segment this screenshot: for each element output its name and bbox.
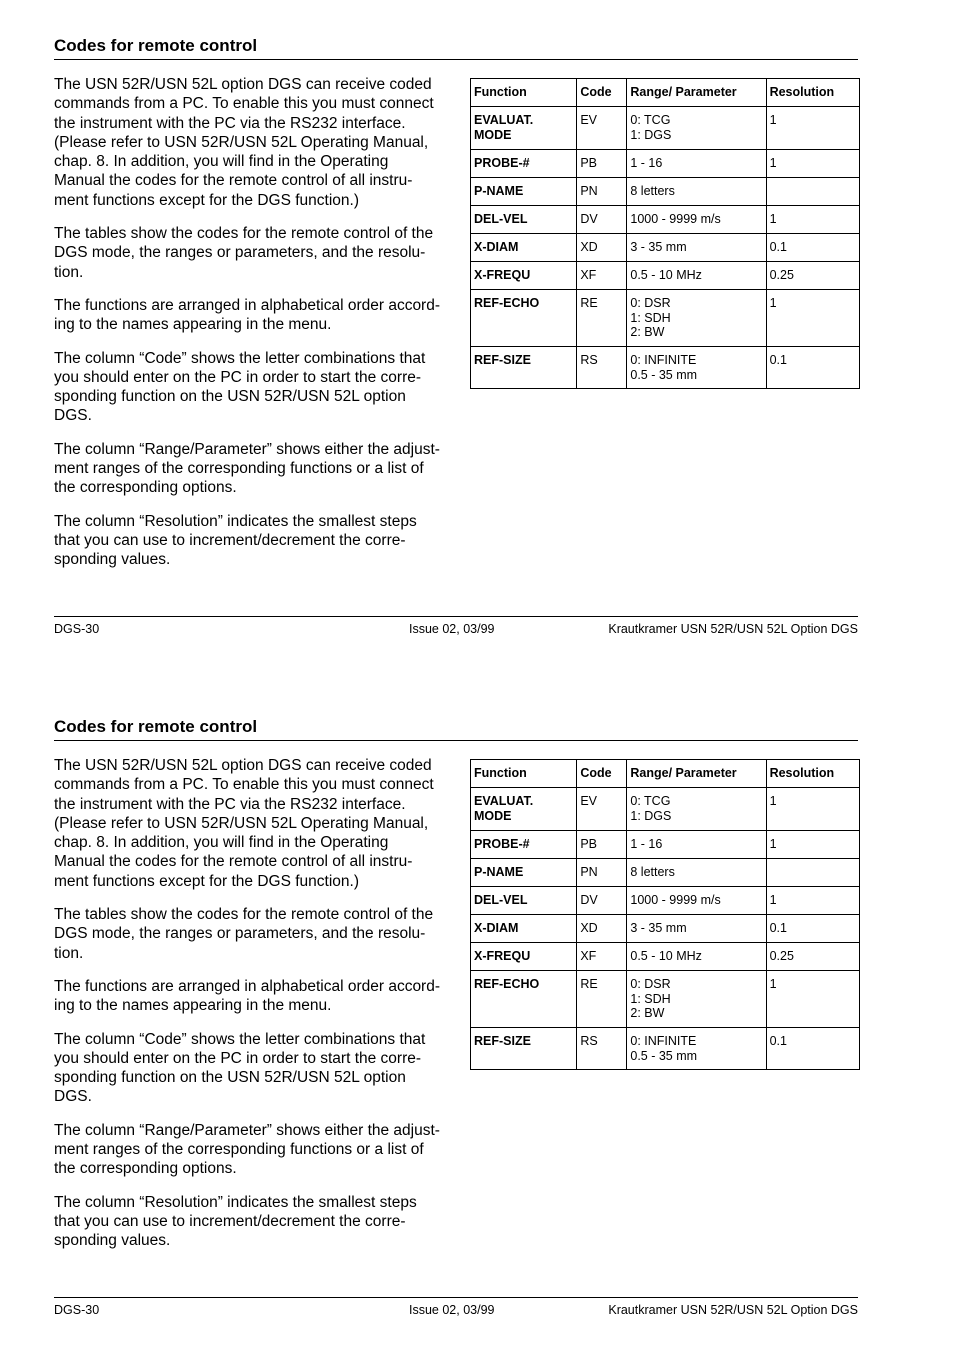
table-header-row — [471, 760, 860, 788]
remote-codes-table — [470, 759, 860, 1070]
section-heading: Codes for remote control — [54, 36, 258, 55]
range-cell: 8 letters — [627, 178, 766, 206]
table-header-row — [471, 79, 860, 107]
code-cell: EV — [577, 788, 627, 831]
code-cell: PB — [577, 150, 627, 178]
function-cell: DEL-VEL — [471, 887, 577, 915]
table-row — [471, 831, 860, 859]
code-cell: RS — [577, 1028, 627, 1070]
resolution-cell: 1 — [766, 788, 859, 831]
remote-codes-table — [470, 78, 860, 389]
range-cell: 1000 - 9999 m/s — [627, 887, 766, 915]
function-cell: REF-ECHO — [471, 290, 577, 347]
table-row — [471, 859, 860, 887]
resolution-cell: 0.25 — [766, 943, 859, 971]
range-cell: 3 - 35 mm — [627, 915, 766, 943]
paragraph: The column “Code” shows the letter combinations that you should enter on the PC in order to start the corre- sponding function on the USN 52R/USN 52L option DGS. — [54, 1030, 426, 1106]
code-cell: RS — [577, 347, 627, 389]
code-cell: PN — [577, 178, 627, 206]
code-cell: PB — [577, 831, 627, 859]
code-cell: DV — [577, 887, 627, 915]
table-row — [471, 178, 860, 206]
resolution-cell: 0.1 — [766, 234, 859, 262]
resolution-cell: 1 — [766, 971, 859, 1028]
function-cell: EVALUAT. MODE — [471, 107, 577, 150]
column-header-range: Range/ Parameter — [627, 79, 766, 107]
table-row — [471, 1028, 860, 1070]
table-row — [471, 150, 860, 178]
resolution-cell: 1 — [766, 831, 859, 859]
range-cell: 3 - 35 mm — [627, 234, 766, 262]
column-header-code: Code — [577, 760, 627, 788]
resolution-cell — [766, 859, 859, 887]
footer-divider — [54, 1297, 858, 1298]
column-header-resolution: Resolution — [766, 760, 859, 788]
paragraph: The column “Range/Parameter” shows either the adjust- ment ranges of the corresponding functions or a list of the corresponding options. — [54, 440, 440, 497]
code-cell: XD — [577, 234, 627, 262]
table-row — [471, 234, 860, 262]
paragraph: The column “Code” shows the letter combinations that you should enter on the PC in order to start the corre- sponding function on the USN 52R/USN 52L option DGS. — [54, 349, 426, 425]
paragraph: The column “Resolution” indicates the smallest steps that you can use to increment/decrement the corre- sponding values. — [54, 1193, 417, 1250]
table-row — [471, 206, 860, 234]
range-cell: 8 letters — [627, 859, 766, 887]
column-header-code: Code — [577, 79, 627, 107]
table-row — [471, 943, 860, 971]
function-cell: X-FREQU — [471, 943, 577, 971]
heading-divider — [54, 59, 858, 60]
intro-text — [54, 75, 446, 584]
resolution-cell: 0.1 — [766, 915, 859, 943]
range-cell: 0.5 - 10 MHz — [627, 943, 766, 971]
range-cell: 0: TCG 1: DGS — [627, 788, 766, 831]
paragraph: The functions are arranged in alphabetical order accord- ing to the names appearing in the menu. — [54, 977, 441, 1015]
paragraph: The column “Range/Parameter” shows either the adjust- ment ranges of the corresponding functions or a list of the corresponding options. — [54, 1121, 440, 1178]
footer-product: Krautkramer USN 52R/USN 52L Option DGS — [608, 1303, 858, 1317]
document-page-2 — [0, 681, 954, 1356]
table-row — [471, 347, 860, 389]
function-cell: EVALUAT. MODE — [471, 788, 577, 831]
function-cell: X-DIAM — [471, 234, 577, 262]
code-cell: RE — [577, 290, 627, 347]
footer-page-number: DGS-30 — [54, 1303, 100, 1317]
range-cell: 0: DSR 1: SDH 2: BW — [627, 971, 766, 1028]
function-cell: P-NAME — [471, 178, 577, 206]
range-cell: 0.5 - 10 MHz — [627, 262, 766, 290]
intro-text — [54, 756, 446, 1265]
function-cell: DEL-VEL — [471, 206, 577, 234]
table-row — [471, 915, 860, 943]
function-cell: X-FREQU — [471, 262, 577, 290]
paragraph: The tables show the codes for the remote control of the DGS mode, the ranges or parameters, and the resolu- tion. — [54, 906, 434, 962]
column-header-function: Function — [471, 760, 577, 788]
column-header-resolution: Resolution — [766, 79, 859, 107]
resolution-cell: 0.1 — [766, 1028, 859, 1070]
footer-product: Krautkramer USN 52R/USN 52L Option DGS — [608, 622, 858, 636]
paragraph: The functions are arranged in alphabetical order accord- ing to the names appearing in the menu. — [54, 296, 441, 334]
range-cell: 0: TCG 1: DGS — [627, 107, 766, 150]
code-cell: DV — [577, 206, 627, 234]
table-row — [471, 788, 860, 831]
function-cell: REF-SIZE — [471, 347, 577, 389]
function-cell: REF-SIZE — [471, 1028, 577, 1070]
range-cell: 1 - 16 — [627, 831, 766, 859]
footer-page-number: DGS-30 — [54, 622, 100, 636]
resolution-cell: 1 — [766, 206, 859, 234]
footer-issue: Issue 02, 03/99 — [409, 1303, 495, 1317]
footer-divider — [54, 616, 858, 617]
code-cell: RE — [577, 971, 627, 1028]
range-cell: 0: INFINITE 0.5 - 35 mm — [627, 347, 766, 389]
range-cell: 0: DSR 1: SDH 2: BW — [627, 290, 766, 347]
function-cell: PROBE-# — [471, 150, 577, 178]
paragraph: The USN 52R/USN 52L option DGS can receive coded commands from a PC. To enable this you must connect the instrument with the PC via the RS232 interface. (Please refer to USN 52R/USN 52L Operating Manual, chap. 8. In addition, you will find in the Operating Manual the codes for the remote control of all instru- ment functions except for the DGS function.) — [54, 757, 434, 890]
table-row — [471, 971, 860, 1028]
paragraph: The USN 52R/USN 52L option DGS can receive coded commands from a PC. To enable this you must connect the instrument with the PC via the RS232 interface. (Please refer to USN 52R/USN 52L Operating Manual, chap. 8. In addition, you will find in the Operating Manual the codes for the remote control of all instru- ment functions except for the DGS function.) — [54, 76, 434, 209]
range-cell: 1 - 16 — [627, 150, 766, 178]
function-cell: REF-ECHO — [471, 971, 577, 1028]
resolution-cell — [766, 178, 859, 206]
column-header-function: Function — [471, 79, 577, 107]
resolution-cell: 1 — [766, 107, 859, 150]
resolution-cell: 0.25 — [766, 262, 859, 290]
resolution-cell: 1 — [766, 150, 859, 178]
range-cell: 1000 - 9999 m/s — [627, 206, 766, 234]
resolution-cell: 1 — [766, 290, 859, 347]
resolution-cell: 1 — [766, 887, 859, 915]
code-cell: XF — [577, 943, 627, 971]
section-heading: Codes for remote control — [54, 717, 258, 736]
paragraph: The column “Resolution” indicates the smallest steps that you can use to increment/decrement the corre- sponding values. — [54, 512, 417, 569]
column-header-range: Range/ Parameter — [627, 760, 766, 788]
code-cell: XF — [577, 262, 627, 290]
table-row — [471, 262, 860, 290]
function-cell: X-DIAM — [471, 915, 577, 943]
heading-divider — [54, 740, 858, 741]
code-cell: PN — [577, 859, 627, 887]
document-page-1 — [0, 0, 954, 675]
function-cell: PROBE-# — [471, 831, 577, 859]
table-row — [471, 887, 860, 915]
table-row — [471, 107, 860, 150]
code-cell: XD — [577, 915, 627, 943]
range-cell: 0: INFINITE 0.5 - 35 mm — [627, 1028, 766, 1070]
function-cell: P-NAME — [471, 859, 577, 887]
resolution-cell: 0.1 — [766, 347, 859, 389]
code-cell: EV — [577, 107, 627, 150]
paragraph: The tables show the codes for the remote control of the DGS mode, the ranges or parameters, and the resolu- tion. — [54, 225, 434, 281]
footer-issue: Issue 02, 03/99 — [409, 622, 495, 636]
table-row — [471, 290, 860, 347]
